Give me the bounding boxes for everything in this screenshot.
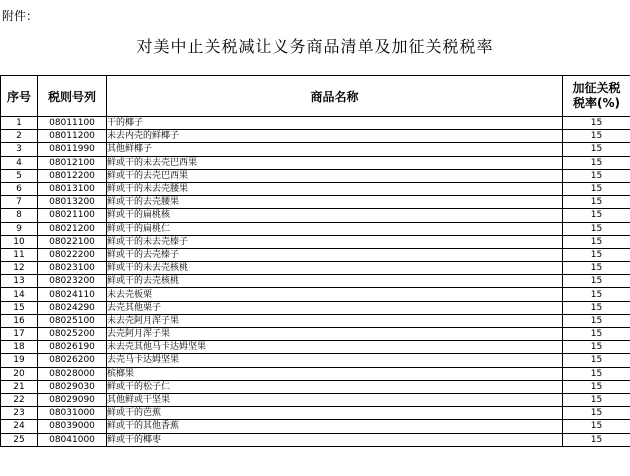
cell-code: 08029030 bbox=[38, 380, 107, 393]
cell-name: 鲜或干的去壳核桃 bbox=[107, 275, 563, 288]
cell-rate: 15 bbox=[563, 196, 630, 209]
cell-seq: 18 bbox=[1, 341, 38, 354]
table-row bbox=[1, 301, 630, 314]
cell-rate: 15 bbox=[563, 328, 630, 341]
cell-name: 鲜或干的未去壳巴西果 bbox=[107, 156, 563, 169]
cell-seq: 13 bbox=[1, 275, 38, 288]
cell-name: 未去内壳的鲜椰子 bbox=[107, 130, 563, 143]
cell-name: 鲜或干的未去壳核桃 bbox=[107, 262, 563, 275]
col-header-rate bbox=[563, 76, 630, 117]
cell-seq: 22 bbox=[1, 393, 38, 406]
cell-seq: 7 bbox=[1, 196, 38, 209]
table-row bbox=[1, 433, 630, 446]
table-row bbox=[1, 393, 630, 406]
table-row bbox=[1, 354, 630, 367]
cell-name: 其他鲜或干坚果 bbox=[107, 393, 563, 406]
table-row bbox=[1, 143, 630, 156]
cell-rate: 15 bbox=[563, 262, 630, 275]
cell-code: 08012100 bbox=[38, 156, 107, 169]
cell-rate: 15 bbox=[563, 182, 630, 195]
cell-seq: 15 bbox=[1, 301, 38, 314]
table-row bbox=[1, 262, 630, 275]
cell-name: 鲜或干的扁桃仁 bbox=[107, 222, 563, 235]
cell-name: 去壳其他栗子 bbox=[107, 301, 563, 314]
cell-rate: 15 bbox=[563, 367, 630, 380]
cell-name: 去壳阿月浑子果 bbox=[107, 328, 563, 341]
cell-code: 08023200 bbox=[38, 275, 107, 288]
cell-code: 08011990 bbox=[38, 143, 107, 156]
cell-name: 鲜或干的未去壳榛子 bbox=[107, 235, 563, 248]
table-row bbox=[1, 248, 630, 261]
table-row bbox=[1, 275, 630, 288]
cell-rate: 15 bbox=[563, 354, 630, 367]
cell-seq: 16 bbox=[1, 314, 38, 327]
cell-rate: 15 bbox=[563, 130, 630, 143]
cell-code: 08026200 bbox=[38, 354, 107, 367]
table-row bbox=[1, 341, 630, 354]
cell-code: 08028000 bbox=[38, 367, 107, 380]
table-row bbox=[1, 117, 630, 130]
table-row bbox=[1, 169, 630, 182]
table-header-row bbox=[1, 76, 630, 117]
col-header-code: 税则号列 bbox=[38, 76, 107, 117]
table-row bbox=[1, 380, 630, 393]
table-row bbox=[1, 367, 630, 380]
cell-rate: 15 bbox=[563, 222, 630, 235]
col-header-rate-line2: 税率(%) bbox=[573, 96, 620, 110]
cell-seq: 5 bbox=[1, 169, 38, 182]
table-row bbox=[1, 235, 630, 248]
cell-code: 08024110 bbox=[38, 288, 107, 301]
cell-name: 槟榔果 bbox=[107, 367, 563, 380]
cell-rate: 15 bbox=[563, 380, 630, 393]
cell-rate: 15 bbox=[563, 407, 630, 420]
cell-seq: 17 bbox=[1, 328, 38, 341]
table-row bbox=[1, 222, 630, 235]
cell-name: 鲜或干的芭蕉 bbox=[107, 407, 563, 420]
cell-seq: 14 bbox=[1, 288, 38, 301]
cell-code: 08041000 bbox=[38, 433, 107, 446]
cell-name: 其他鲜椰子 bbox=[107, 143, 563, 156]
tariff-table bbox=[0, 75, 630, 447]
table-row bbox=[1, 288, 630, 301]
cell-rate: 15 bbox=[563, 156, 630, 169]
attachment-label: 附件： bbox=[2, 9, 39, 23]
cell-name: 鲜或干的未去壳腰果 bbox=[107, 182, 563, 195]
cell-name: 鲜或干的去壳巴西果 bbox=[107, 169, 563, 182]
table-row bbox=[1, 130, 630, 143]
table-row bbox=[1, 196, 630, 209]
table-row bbox=[1, 407, 630, 420]
table-row bbox=[1, 182, 630, 195]
cell-name: 鲜或干的其他香蕉 bbox=[107, 420, 563, 433]
cell-name: 未去壳阿月浑子果 bbox=[107, 314, 563, 327]
cell-rate: 15 bbox=[563, 209, 630, 222]
cell-seq: 25 bbox=[1, 433, 38, 446]
table-row bbox=[1, 314, 630, 327]
cell-name: 去壳马卡达姆坚果 bbox=[107, 354, 563, 367]
cell-seq: 1 bbox=[1, 117, 38, 130]
cell-rate: 15 bbox=[563, 314, 630, 327]
cell-code: 08022100 bbox=[38, 235, 107, 248]
col-header-rate-line1: 加征关税 bbox=[572, 81, 621, 95]
cell-seq: 4 bbox=[1, 156, 38, 169]
cell-rate: 15 bbox=[563, 235, 630, 248]
cell-seq: 9 bbox=[1, 222, 38, 235]
cell-seq: 2 bbox=[1, 130, 38, 143]
cell-rate: 15 bbox=[563, 433, 630, 446]
cell-seq: 10 bbox=[1, 235, 38, 248]
cell-name: 鲜或干的椰枣 bbox=[107, 433, 563, 446]
cell-code: 08012200 bbox=[38, 169, 107, 182]
cell-code: 08026190 bbox=[38, 341, 107, 354]
cell-code: 08013200 bbox=[38, 196, 107, 209]
cell-code: 08031000 bbox=[38, 407, 107, 420]
cell-rate: 15 bbox=[563, 393, 630, 406]
cell-seq: 11 bbox=[1, 248, 38, 261]
cell-name: 未去壳板栗 bbox=[107, 288, 563, 301]
document-title: 对美中止关税减让义务商品清单及加征关税税率 bbox=[136, 37, 494, 56]
cell-code: 08022200 bbox=[38, 248, 107, 261]
cell-code: 08029090 bbox=[38, 393, 107, 406]
cell-seq: 24 bbox=[1, 420, 38, 433]
cell-seq: 3 bbox=[1, 143, 38, 156]
cell-seq: 12 bbox=[1, 262, 38, 275]
cell-code: 08023100 bbox=[38, 262, 107, 275]
cell-code: 08021100 bbox=[38, 209, 107, 222]
cell-seq: 8 bbox=[1, 209, 38, 222]
cell-rate: 15 bbox=[563, 420, 630, 433]
cell-name: 干的椰子 bbox=[107, 117, 563, 130]
cell-seq: 21 bbox=[1, 380, 38, 393]
cell-rate: 15 bbox=[563, 117, 630, 130]
cell-code: 08011200 bbox=[38, 130, 107, 143]
cell-seq: 23 bbox=[1, 407, 38, 420]
cell-seq: 20 bbox=[1, 367, 38, 380]
cell-name: 鲜或干的扁桃核 bbox=[107, 209, 563, 222]
table-row bbox=[1, 156, 630, 169]
cell-rate: 15 bbox=[563, 248, 630, 261]
cell-code: 08024290 bbox=[38, 301, 107, 314]
cell-code: 08025100 bbox=[38, 314, 107, 327]
cell-seq: 19 bbox=[1, 354, 38, 367]
cell-rate: 15 bbox=[563, 301, 630, 314]
cell-rate: 15 bbox=[563, 275, 630, 288]
cell-name: 鲜或干的去壳腰果 bbox=[107, 196, 563, 209]
table-row bbox=[1, 328, 630, 341]
cell-name: 鲜或干的去壳榛子 bbox=[107, 248, 563, 261]
cell-code: 08011100 bbox=[38, 117, 107, 130]
table-row bbox=[1, 420, 630, 433]
cell-code: 08025200 bbox=[38, 328, 107, 341]
col-header-seq: 序号 bbox=[1, 76, 38, 117]
cell-name: 未去壳其他马卡达姆坚果 bbox=[107, 341, 563, 354]
cell-rate: 15 bbox=[563, 169, 630, 182]
cell-code: 08021200 bbox=[38, 222, 107, 235]
cell-name: 鲜或干的松子仁 bbox=[107, 380, 563, 393]
table-row bbox=[1, 209, 630, 222]
cell-rate: 15 bbox=[563, 143, 630, 156]
cell-code: 08013100 bbox=[38, 182, 107, 195]
cell-code: 08039000 bbox=[38, 420, 107, 433]
cell-rate: 15 bbox=[563, 288, 630, 301]
cell-seq: 6 bbox=[1, 182, 38, 195]
table-body bbox=[1, 117, 630, 447]
cell-rate: 15 bbox=[563, 341, 630, 354]
col-header-name: 商品名称 bbox=[107, 76, 563, 117]
